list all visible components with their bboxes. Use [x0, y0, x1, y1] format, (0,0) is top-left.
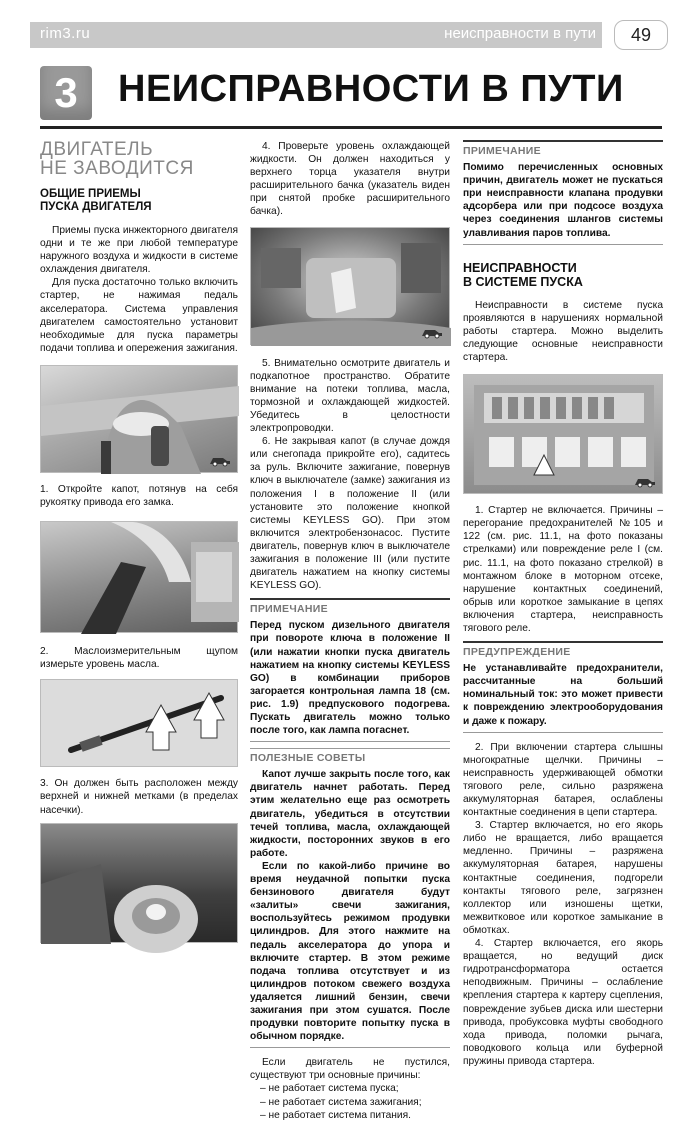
sub-heading-line-1: ОБЩИЕ ПРИЕМЫ: [40, 188, 141, 200]
photo-engine-bay: [250, 227, 450, 345]
list-item: – не работает система зажигания;: [260, 1096, 422, 1108]
chapter-rule: [40, 126, 662, 129]
section-title: [40, 140, 238, 178]
note-label: ПРИМЕЧАНИЕ: [250, 598, 450, 616]
paragraph: 5. Внимательно осмотрите двигатель и подкапотное пространство. Обратите внимание на потеки топлива, масла, тормозной и охлаждающей жидкостей. Убедитесь в целостности электропроводки.: [250, 357, 450, 435]
running-title: неисправности в пути: [444, 25, 596, 42]
tips-label: ПОЛЕЗНЫЕ СОВЕТЫ: [250, 748, 450, 765]
list-item: – не работает система пуска;: [260, 1083, 399, 1095]
note-box: [463, 140, 663, 245]
note-text: Перед пуском дизельного двигателя при повороте ключа в положение II (или нажатии кнопки пуска двигатель нажатием на кнопку системы KEYLESS GO) в комбинации приборов загорается контрольная лампа 18 (см. рис. 1.9) предпускового подогрева. Пускать двигатель можно только после того, как лампа погаснет.: [250, 620, 450, 737]
paragraph: Для пуска достаточно только включить стартер, не нажимая педаль акселератора. Система управления двигателем самостоятельно установит необходимые для пуска параметры подачи топлива и опережения зажигания.: [40, 277, 238, 354]
column-3: [463, 140, 663, 1068]
paragraph: 1. Стартер не включается. Причины – перегорание предохранителей №105 и 122 (см. рис. 11.1, на фото показаны стрелками) или повреждение реле I (см. рис. 11.1, на фото показано стрелкой) в монтажном блоке в моторном отсеке, нарушение контактных соединений, обрыв или короткое замыкание в цепях включения стартера, неисправность тягового реле.: [463, 505, 663, 634]
paragraph: 6. Не закрывая капот (в случае дождя или снегопада прикройте его), садитесь за руль. Включите зажигание, повернув ключ в выключателе (замке) зажигания из положения I в положение II (или установите это положение кнопкой системы KEYLESS GO). При этом включится электробензонасос. Пустите двигатель, повернув ключ в выключателе зажигания в положение III (или пустите двигатель нажатием на кнопку системы KEYLESS GO).: [250, 436, 450, 592]
section-heading-line-1: НЕИСПРАВНОСТИ: [463, 260, 577, 275]
column-1: [40, 140, 238, 943]
section-title-line-1: ДВИГАТЕЛЬ: [40, 139, 154, 160]
photo-oil-dipstick: [40, 521, 238, 633]
warning-label: ПРЕДУПРЕЖДЕНИЕ: [463, 641, 663, 659]
section-heading: [463, 261, 663, 289]
section-title-line-2: НЕ ЗАВОДИТСЯ: [40, 158, 194, 179]
reasons-list: [250, 1082, 450, 1121]
paragraph: 2. При включении стартера слышны многократные щелчки. Причины – неисправность удерживающей обмотки тягового реле, сильно разряжена аккумуляторная батарея, ослаблены контактные соединения в цепи стартера.: [463, 741, 663, 819]
sub-heading: [40, 188, 238, 214]
list-item: – не работает система питания.: [260, 1109, 411, 1121]
column-2: [250, 140, 450, 1122]
note-text: Помимо перечисленных основных причин, двигатель может не пускаться при неисправности клапана продувки адсорбера или при подсосе воздуха через соединения шлангов системы улавливания паров топлива.: [463, 162, 663, 239]
tips-text: Если по какой-либо причине во время неудачной попытки пуска бензинового двигателя будут «залиты» свечи зажигания, воспользуйтесь режимом продувки цилиндров. Для этого нажмите на педаль акселератора до упора и включите стартер. В этом режиме подача топлива отсутствует и из цилиндров потоком свежего воздуха удаляется лишний бензин, свечи зажигания при этом сушатся. После продувки повторите попытку пуска в обычном порядке.: [250, 860, 450, 1043]
warning-text: Не устанавливайте предохранители, рассчитанные на больший номинальный ток: это может привести к повреждению электрооборудования и даже к пожару.: [463, 663, 663, 727]
tips-text: Капот лучше закрыть после того, как двигатель начнет работать. Перед этим желательно еще раз осмотреть двигатель, убедиться в отсутствии течей топлива, масла, охлаждающей жидкости, посторонних звуков в его работе.: [250, 769, 450, 859]
paragraph: Если двигатель не пустился, существуют три основные причины:: [250, 1057, 450, 1082]
caption: 3. Он должен быть расположен между верхней и нижней метками (в пределах насечки).: [40, 778, 238, 816]
car-front-icon: [209, 454, 231, 466]
paragraph: 3. Стартер включается, но его якорь либо не вращается, либо вращается медленно. Причины – разряжена аккумуляторная батарея, нарушены контактные соединения, подгорели контакты тягового реле, загрязнен коллектор или изношены щетки, межвитковое или короткое замыкание в обмотках.: [463, 820, 663, 936]
photo-hood-release: [40, 365, 238, 473]
section-heading-line-2: В СИСТЕМЕ ПУСКА: [463, 274, 583, 289]
tips-box: [250, 748, 450, 1048]
site-name: rim3.ru: [40, 25, 91, 42]
warning-box: [463, 641, 663, 733]
photo-coolant-tank: [40, 823, 238, 943]
paragraph: Приемы пуска инжекторного двигателя одни и те же при любой температуре наружного воздуха и жидкости в системе охлаждения двигателя.: [40, 225, 238, 276]
paragraph: 4. Проверьте уровень охлаждающей жидкости. Он должен находиться у верхнего торца указателя внутри расширительного бачка (указатель виден при снятой пробке расширительного бачка).: [250, 141, 450, 218]
chapter-title: НЕИСПРАВНОСТИ В ПУТИ: [118, 68, 624, 110]
paragraph: Неисправности в системе пуска проявляются в нарушениях нормальной работы стартера. Можно выделить следующие основные неисправности стартера.: [463, 299, 663, 364]
sub-heading-line-2: ПУСКА ДВИГАТЕЛЯ: [40, 201, 152, 213]
page-number: 49: [614, 20, 668, 50]
note-label: ПРИМЕЧАНИЕ: [463, 140, 663, 158]
photo-dipstick-marks: [40, 679, 238, 767]
caption: 2. Маслоизмерительным щупом измерьте уровень масла.: [40, 646, 238, 671]
car-front-icon: [634, 475, 656, 487]
paragraph: 4. Стартер включается, его якорь вращается, но ведущий диск гидротрансформатора остается неподвижным. Причины – ослабление крепления стартера к картеру сцепления, повреждение зубьев диска или шестерни привода, пробуксовка муфты свободного хода привода, поломки рычага, поводкового кольца или буферной пружины привода стартера.: [463, 938, 663, 1067]
caption: 1. Откройте капот, потянув на себя рукоятку привода его замка.: [40, 483, 238, 509]
photo-fuse-box: [463, 374, 663, 494]
note-box: [250, 598, 450, 742]
chapter-number: 3: [40, 66, 92, 120]
car-front-icon: [421, 326, 443, 338]
